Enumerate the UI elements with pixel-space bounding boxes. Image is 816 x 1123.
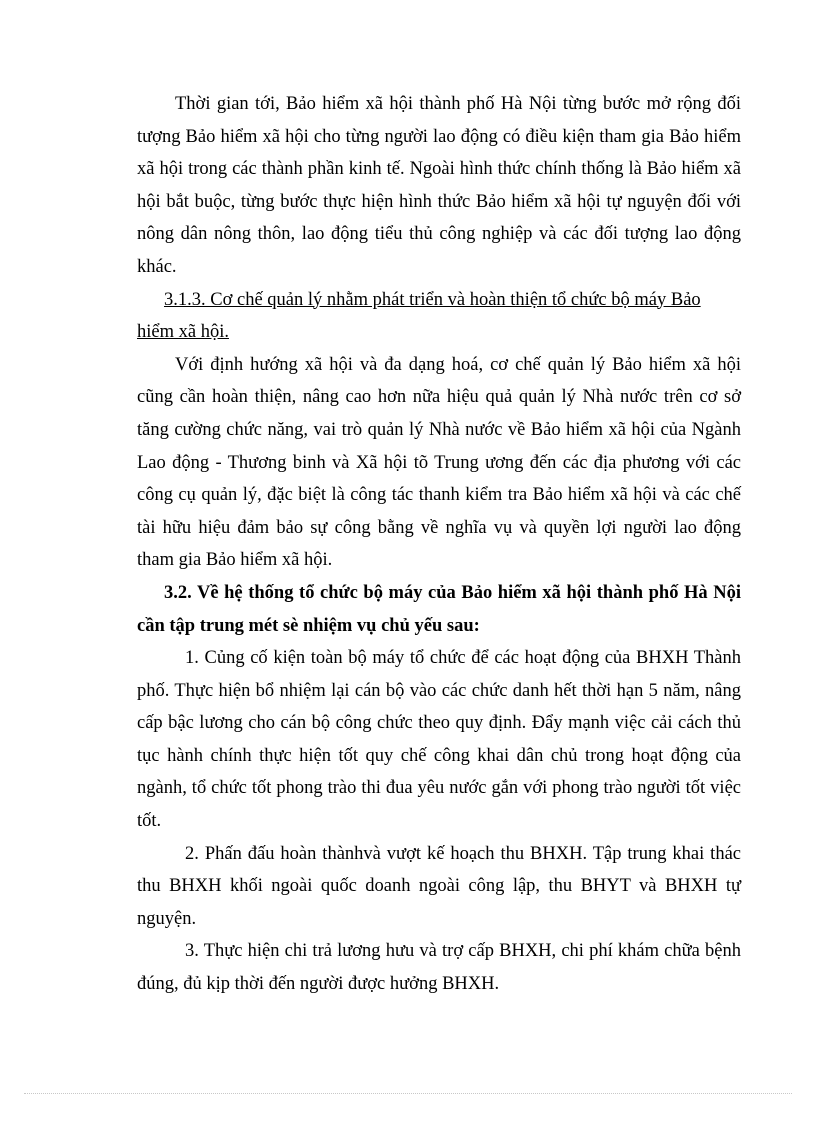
paragraph-management: Với định hướng xã hội và đa dạng hoá, cơ chế quản lý Bảo hiểm xã hội cũng cần hoàn thiện, nâng cao hơn nữa hiệu quả quản lý Nhà nước trên cơ sở tăng cường chức năng, vai trò quản lý Nhà nước về Bảo hiểm xã hội của Ngành Lao động - Thương binh và Xã hội tõ Trung ương đến các địa phương với các công cụ quản lý, đặc biệt là công tác thanh kiểm tra Bảo hiểm xã hội và các chế tài hữu hiệu đảm bảo sự công bằng về nghĩa vụ và quyền lợi người lao động tham gia Bảo hiểm xã hội.	[137, 354, 741, 571]
paragraph-intro: Thời gian tới, Bảo hiểm xã hội thành phố Hà Nội từng bước mở rộng đối tượng Bảo hiểm xã hội cho từng người lao động có điều kiện tham gia Bảo hiểm xã hội trong các thành phần kinh tế. Ngoài hình thức chính thống là Bảo hiểm xã hội bắt buộc, từng bước thực hiện hình thức Bảo hiểm xã hội tự nguyện đối với nông dân nông thôn, lao động tiểu thủ công nghiệp và các đối tượng lao động khác.	[137, 94, 741, 277]
section-heading-3-2: 3.2. Về hệ thống tổ chức bộ máy của Bảo hiểm xã hội thành phố Hà Nội cần tập trung mét sè nhiệm vụ chủ yếu sau:	[137, 582, 741, 636]
section-heading-3-1-3: 3.1.3. Cơ chế quản lý nhằm phát triển và hoàn thiện tổ chức bộ máy Bảo hiểm xã hội.	[137, 289, 701, 343]
document-page	[137, 88, 741, 1001]
list-item-1: 1. Củng cố kiện toàn bộ máy tổ chức để các hoạt động của BHXH Thành phố. Thực hiện bổ nhiệm lại cán bộ vào các chức danh hết thời hạn 5 năm, nâng cấp bậc lương cho cán bộ công chức theo quy định. Đẩy mạnh việc cải cách thủ tục hành chính thực hiện tốt quy chế công khai dân chủ trong hoạt động của ngành, tổ chức tốt phong trào thi đua yêu nước gắn với phong trào người tốt việc tốt.	[137, 648, 741, 832]
list-item-2: 2. Phấn đấu hoàn thànhvà vượt kế hoạch thu BHXH. Tập trung khai thác thu BHXH khối ngoài quốc doanh ngoài công lập, thu BHYT và BHXH tự nguyện.	[137, 843, 741, 929]
page-bottom-divider	[24, 1093, 792, 1094]
list-item-3: 3. Thực hiện chi trả lương hưu và trợ cấp BHXH, chi phí khám chữa bệnh đúng, đủ kịp thời đến người được hưởng BHXH.	[137, 941, 741, 995]
